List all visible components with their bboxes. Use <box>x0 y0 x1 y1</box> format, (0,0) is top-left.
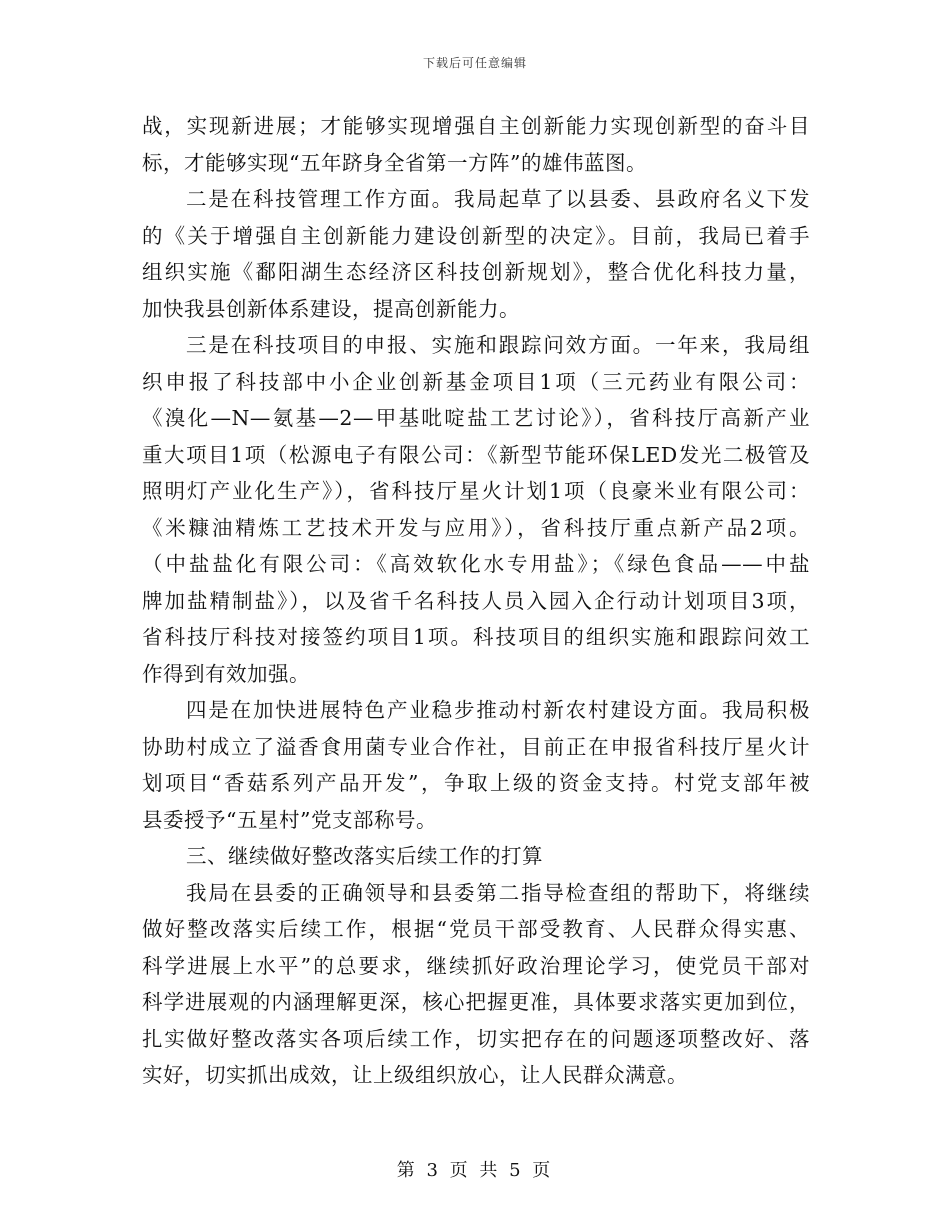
text-line: 科学进展观的内涵理解更深，核心把握更准，具体要求落实更加到位， <box>142 990 810 1014</box>
header-note: 下载后可任意编辑 <box>422 56 527 70</box>
text-line: 作得到有效加强。 <box>142 661 310 686</box>
text-line: 协助村成立了溢香食用菌专业合作社，目前正在申报省科技厅星火计 <box>142 734 810 759</box>
text-line: 的《关于增强自主创新能力建设创新型的决定》。目前，我局已着手 <box>142 223 810 248</box>
text-line: 照明灯产业化生产》），省科技厅星火计划1项（良豪米业有限公司： <box>142 479 810 503</box>
text-line: 做好整改落实后续工作，根据“党员干部受教育、人民群众得实惠、 <box>142 917 810 941</box>
paragraph <box>142 108 810 181</box>
paragraph <box>142 875 810 1094</box>
text-line: 战，实现新进展；才能够实现增强自主创新能力实现创新型的奋斗目 <box>142 114 810 138</box>
text-line: 划项目“香菇系列产品开发”，争取上级的资金支持。村党支部年被 <box>142 771 810 795</box>
text-line: （中盐盐化有限公司：《高效软化水专用盐》；《绿色食品——中盐 <box>142 552 810 576</box>
text-line: 三、继续做好整改落实后续工作的打算 <box>186 844 543 868</box>
paragraph <box>142 692 810 838</box>
text-line: 牌加盐精制盐》），以及省千名科技人员入园入企行动计划项目3项， <box>142 588 810 613</box>
text-line: 标，才能够实现“五年跻身全省第一方阵”的雄伟蓝图。 <box>142 150 647 175</box>
text-line: 织申报了科技部中小企业创新基金项目1项（三元药业有限公司： <box>142 369 810 394</box>
text-line: 科学进展上水平”的总要求，继续抓好政治理论学习，使党员干部对 <box>142 953 810 978</box>
document-body <box>142 108 810 1094</box>
paragraph <box>142 181 810 327</box>
text-line: 实好，切实抓出成效，让上级组织放心，让人民群众满意。 <box>142 1063 688 1087</box>
page-number: 第 3 页 共 5 页 <box>396 1160 554 1181</box>
text-line: 三是在科技项目的申报、实施和跟踪问效方面。一年来，我局组 <box>186 333 810 357</box>
text-line: 组织实施《鄱阳湖生态经济区科技创新规划》，整合优化科技力量， <box>142 260 810 284</box>
text-line: 四是在加快进展特色产业稳步推动村新农村建设方面。我局积极 <box>186 698 810 722</box>
text-line: 我局在县委的正确领导和县委第二指导检查组的帮助下，将继续 <box>186 880 810 905</box>
text-line: 县委授予“五星村”党支部称号。 <box>142 807 437 832</box>
text-line: 《溴化—N—氨基—2—甲基吡啶盐工艺讨论》），省科技厅高新产业 <box>142 406 810 430</box>
paragraph <box>142 327 810 692</box>
text-line: 省科技厅科技对接签约项目1项。科技项目的组织实施和跟踪问效工 <box>142 625 810 649</box>
text-line: 《米糠油精炼工艺技术开发与应用》），省科技厅重点新产品2项。 <box>142 515 810 540</box>
text-line: 重大项目1项（松源电子有限公司：《新型节能环保LED发光二极管及 <box>142 442 810 467</box>
text-line: 加快我县创新体系建设，提高创新能力。 <box>142 296 520 321</box>
text-line: 扎实做好整改落实各项后续工作，切实把存在的问题逐项整改好、落 <box>142 1026 810 1051</box>
text-line: 二是在科技管理工作方面。我局起草了以县委、县政府名义下发 <box>186 187 810 211</box>
paragraph <box>142 838 810 875</box>
